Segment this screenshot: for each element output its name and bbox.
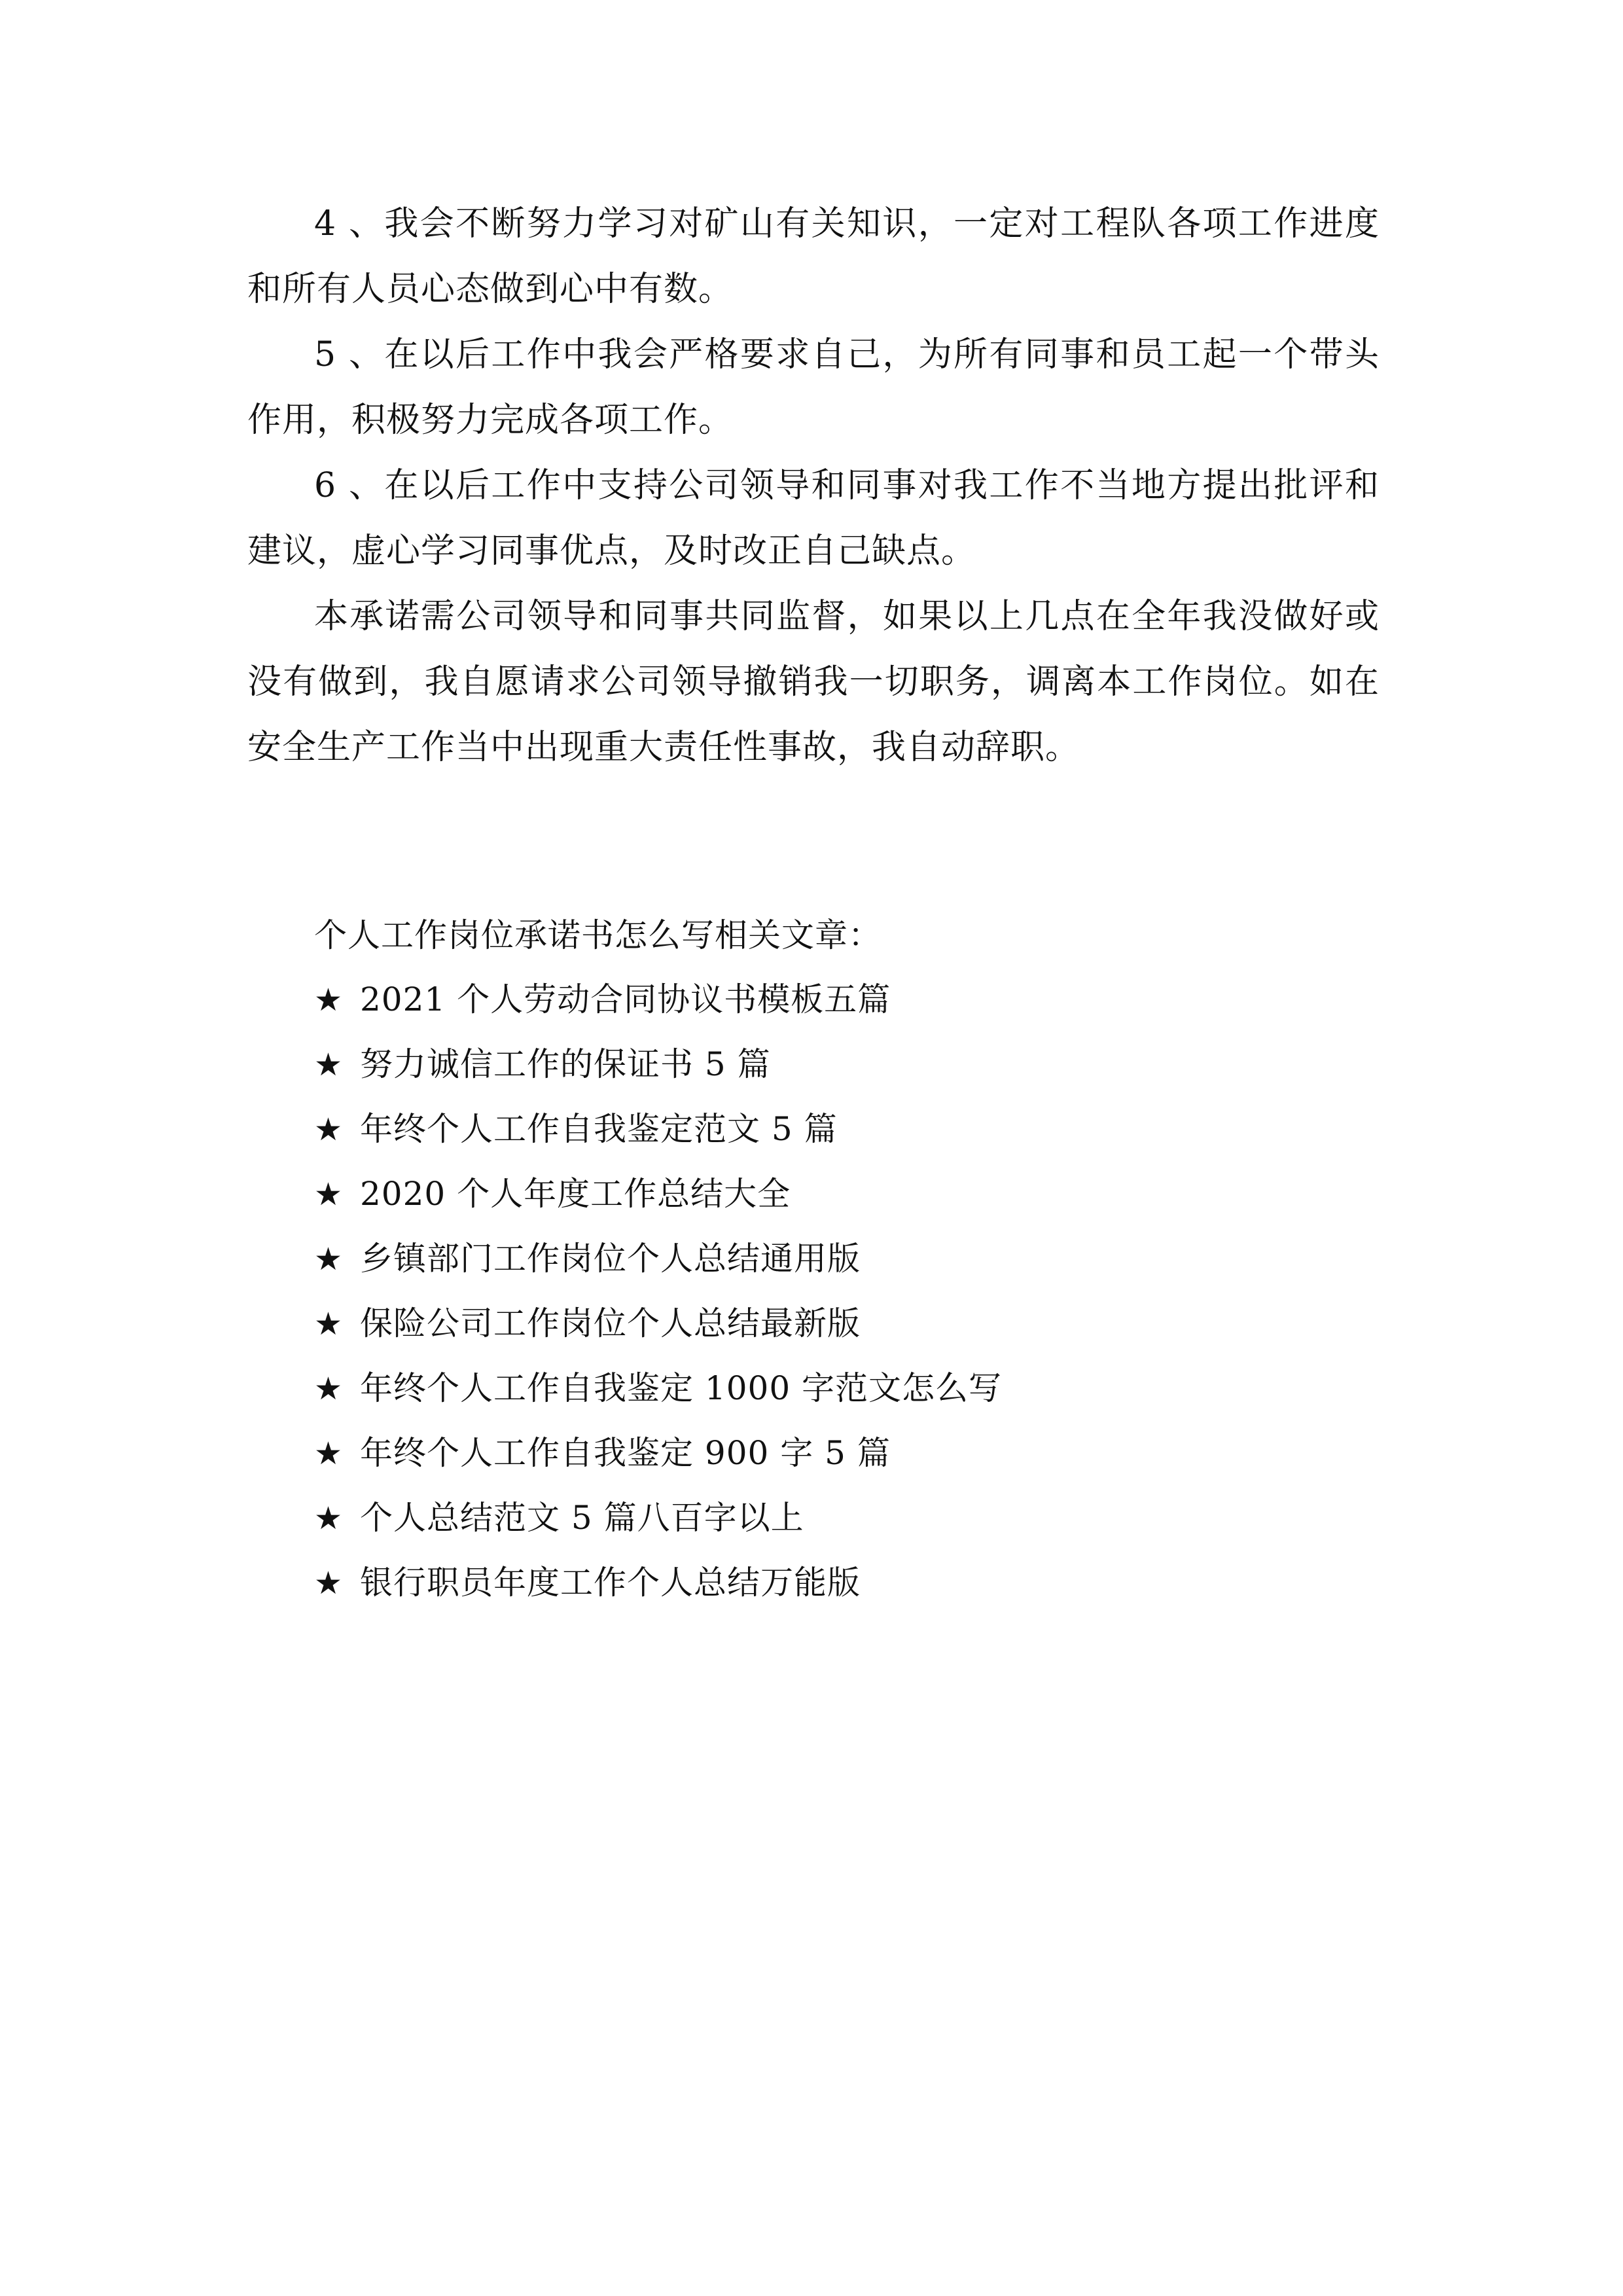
related-article-link[interactable] (314, 1162, 1361, 1227)
star-icon: ★ (314, 1241, 344, 1278)
related-article-title[interactable]: 2020 个人年度工作总结大全 (360, 1175, 791, 1213)
star-icon: ★ (314, 982, 344, 1018)
paragraph-item-5: 5 、在以后工作中我会严格要求自己，为所有同事和员工起一个带头作用，积极努力完成各项工作。 (247, 335, 1380, 440)
related-article-title[interactable]: 个人总结范文 5 篇八百字以上 (360, 1499, 804, 1537)
related-article-link[interactable] (314, 1032, 1361, 1097)
related-article-link[interactable] (314, 1486, 1361, 1551)
star-icon: ★ (314, 1371, 344, 1407)
related-articles-list (314, 967, 1361, 1615)
related-article-link[interactable] (314, 1421, 1361, 1486)
star-icon: ★ (314, 1565, 344, 1602)
related-article-link[interactable] (314, 1291, 1361, 1356)
paragraph-item-6: 6 、在以后工作中支持公司领导和同事对我工作不当地方提出批评和建议，虚心学习同事优点，及时改正自己缺点。 (247, 466, 1380, 571)
related-articles-heading: 个人工作岗位承诺书怎么写相关文章： (314, 916, 882, 954)
related-article-title[interactable]: 2021 个人劳动合同协议书模板五篇 (360, 980, 891, 1018)
star-icon: ★ (314, 1435, 344, 1472)
related-article-title[interactable]: 年终个人工作自我鉴定范文 5 篇 (360, 1110, 838, 1148)
paragraph-item-4: 4 、我会不断努力学习对矿山有关知识，一定对工程队各项工作进度和所有人员心态做到心中有数。 (247, 204, 1380, 309)
star-icon: ★ (314, 1111, 344, 1148)
related-articles-section (314, 903, 1361, 1615)
star-icon: ★ (314, 1176, 344, 1213)
related-article-title[interactable]: 年终个人工作自我鉴定 1000 字范文怎么写 (360, 1369, 1003, 1407)
related-article-link[interactable] (314, 967, 1361, 1032)
related-article-title[interactable]: 努力诚信工作的保证书 5 篇 (360, 1045, 771, 1083)
related-article-link[interactable] (314, 1097, 1361, 1162)
related-article-link[interactable] (314, 1551, 1361, 1615)
star-icon: ★ (314, 1500, 344, 1537)
paragraph-commitment-closing: 本承诺需公司领导和同事共同监督，如果以上几点在全年我没做好或没有做到，我自愿请求公司领导撤销我一切职务，调离本工作岗位。如在安全生产工作当中出现重大责任性事故，我自动辞职。 (247, 597, 1380, 767)
related-article-title[interactable]: 年终个人工作自我鉴定 900 字 5 篇 (360, 1434, 891, 1472)
star-icon: ★ (314, 1306, 344, 1342)
related-article-link[interactable] (314, 1227, 1361, 1291)
related-article-link[interactable] (314, 1356, 1361, 1421)
related-article-title[interactable]: 保险公司工作岗位个人总结最新版 (360, 1304, 861, 1342)
commitment-body (247, 191, 1380, 780)
related-article-title[interactable]: 乡镇部门工作岗位个人总结通用版 (360, 1240, 861, 1278)
star-icon: ★ (314, 1047, 344, 1083)
related-article-title[interactable]: 银行职员年度工作个人总结万能版 (360, 1564, 861, 1602)
